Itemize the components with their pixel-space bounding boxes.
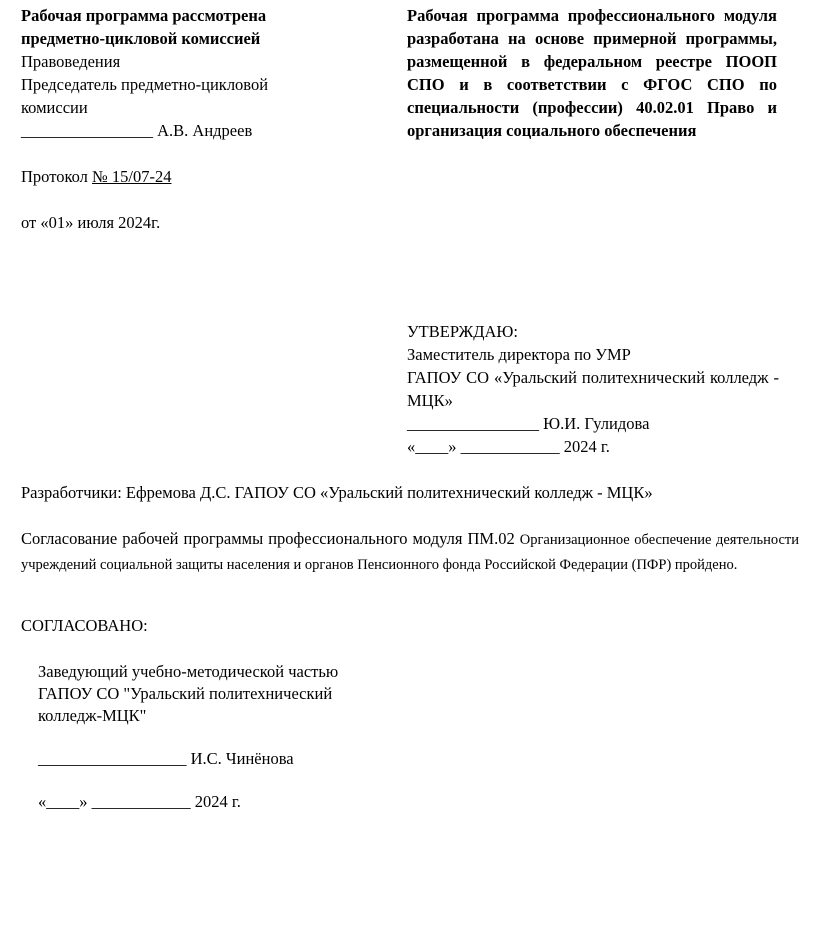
- agreed-heading: СОГЛАСОВАНО:: [21, 616, 148, 635]
- developers-line: Разработчики: Ефремова Д.С. ГАПОУ СО «Уральский политехнический колледж - МЦК»: [21, 483, 653, 502]
- review-line: предметно-цикловой комиссией: [21, 29, 261, 48]
- head-signature-line: __________________ И.С. Чинёнова: [38, 749, 294, 768]
- head-of-methodical-block: [38, 661, 468, 813]
- spacer: [21, 188, 313, 211]
- bottom-line: ГАПОУ СО "Уральский политехнический: [38, 684, 333, 703]
- approval-line: ГАПОУ СО «Уральский политехнический колледж - МЦК»: [407, 368, 779, 410]
- review-line: комиссии: [21, 98, 88, 117]
- spacer: [38, 727, 468, 748]
- program-basis-paragraph: Рабочая программа профессионального модуля разработана на основе примерной программы, размещенной в федеральном реестре ПООП СПО и в соответствии с ФГОС СПО по специальности (профессии) 40.02.01 Право и организация социального обеспечения: [407, 6, 777, 140]
- approval-date-line: «____» ____________ 2024 г.: [407, 437, 610, 456]
- spacer: [21, 142, 313, 165]
- chairman-signature-line: ________________ А.В. Андреев: [21, 121, 253, 140]
- bottom-line: колледж-МЦК": [38, 706, 147, 725]
- agreement-text-normal: Согласование рабочей программы профессионального модуля ПМ.02: [21, 529, 520, 548]
- review-line: Рабочая программа рассмотрена: [21, 6, 267, 25]
- protocol-line: [21, 165, 313, 188]
- review-line: Председатель предметно-цикловой: [21, 75, 269, 94]
- approval-heading: УТВЕРЖДАЮ:: [407, 322, 518, 341]
- bottom-date-line: «____» ____________ 2024 г.: [38, 792, 241, 811]
- review-block: [21, 4, 313, 234]
- approval-block: [407, 320, 779, 458]
- bottom-line: Заведующий учебно-методической частью: [38, 662, 339, 681]
- director-signature-line: ________________ Ю.И. Гулидова: [407, 414, 650, 433]
- agreement-paragraph: [21, 527, 799, 577]
- protocol-label: Протокол: [21, 167, 93, 186]
- approval-line: Заместитель директора по УМР: [407, 345, 631, 364]
- protocol-number: № 15/07-24: [92, 167, 172, 186]
- agreement-text-small: Организационное обеспечение деятельности учреждений социальной защиты населения и органов Пенсионного фонда Российской Федерации (ПФР) пройдено.: [21, 532, 799, 573]
- protocol-date: от «01» июля 2024г.: [21, 213, 161, 232]
- spacer: [38, 770, 468, 791]
- review-line: Правоведения: [21, 52, 121, 71]
